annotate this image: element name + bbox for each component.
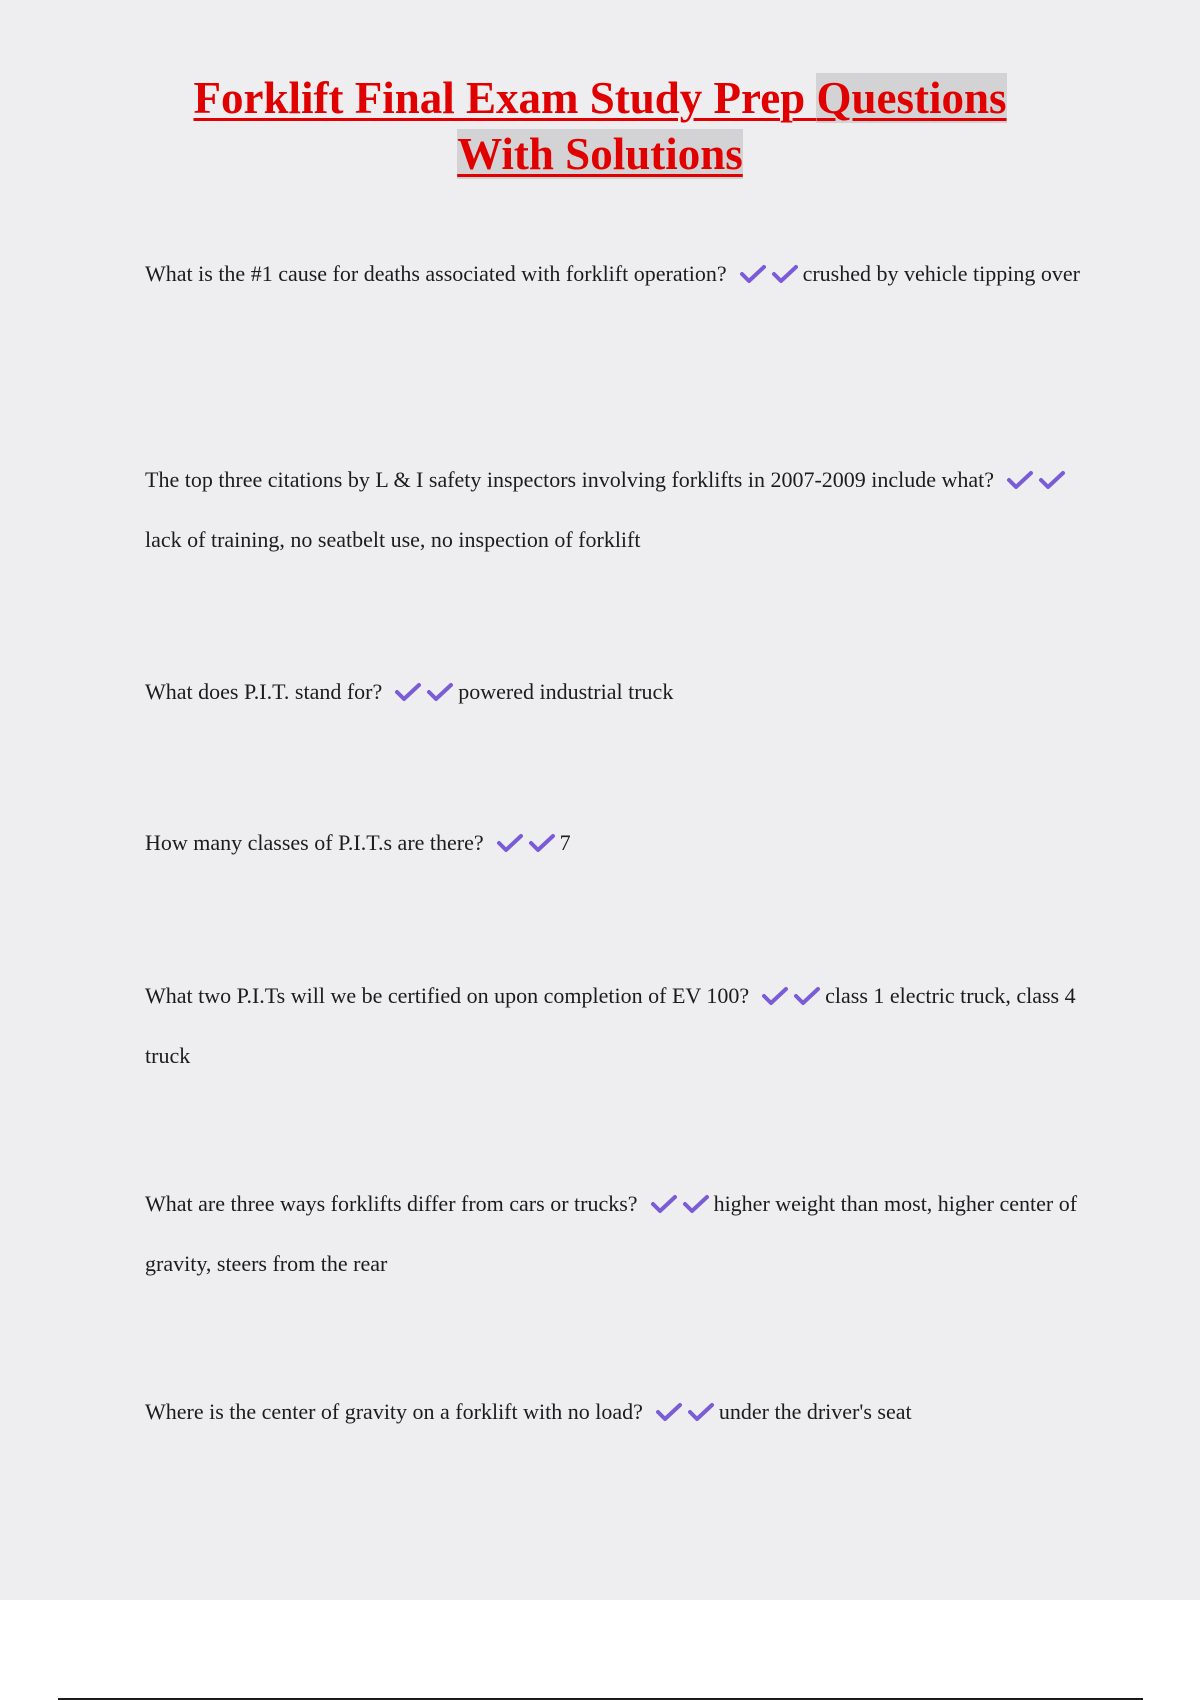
double-check-icon — [739, 263, 799, 285]
answer-text: higher weight than most, higher center of gravity, steers from the rear — [145, 1191, 1078, 1276]
answer-text: 7 — [559, 830, 571, 855]
qa-item-7 — [145, 1382, 1085, 1442]
document-title — [0, 70, 1200, 182]
qa-item-1 — [145, 244, 1085, 304]
question-text: The top three citations by L & I safety inspectors involving forklifts in 2007-2009 include what? — [145, 467, 995, 492]
qa-item-2 — [145, 450, 1085, 570]
question-text: Where is the center of gravity on a forklift with no load? — [145, 1399, 643, 1424]
qa-item-4 — [145, 813, 1085, 873]
double-check-icon — [394, 681, 454, 703]
title-line1-text: Forklift Final Exam Study Prep — [193, 73, 817, 123]
answer-text: crushed by vehicle tipping over — [802, 261, 1080, 286]
double-check-icon — [496, 832, 556, 854]
double-check-icon — [650, 1193, 710, 1215]
question-text: What is the #1 cause for deaths associated with forklift operation? — [145, 261, 727, 286]
answer-text: lack of training, no seatbelt use, no inspection of forklift — [145, 527, 641, 552]
qa-item-3 — [145, 662, 1085, 722]
question-text: What does P.I.T. stand for? — [145, 679, 383, 704]
answer-text: powered industrial truck — [458, 679, 674, 704]
answer-text: under the driver's seat — [718, 1399, 912, 1424]
title-line1-highlight: Questions — [816, 73, 1007, 123]
qa-item-5 — [145, 966, 1085, 1086]
answer-text: class 1 electric truck, class 4 truck — [145, 983, 1076, 1068]
double-check-icon — [655, 1401, 715, 1423]
double-check-icon — [761, 985, 821, 1007]
question-text: What are three ways forklifts differ from cars or trucks? — [145, 1191, 638, 1216]
question-text: How many classes of P.I.T.s are there? — [145, 830, 484, 855]
question-text: What two P.I.Ts will we be certified on upon completion of EV 100? — [145, 983, 750, 1008]
double-check-icon — [1006, 469, 1066, 491]
qa-item-6 — [145, 1174, 1085, 1294]
title-line2-highlight: With Solutions — [457, 129, 743, 179]
